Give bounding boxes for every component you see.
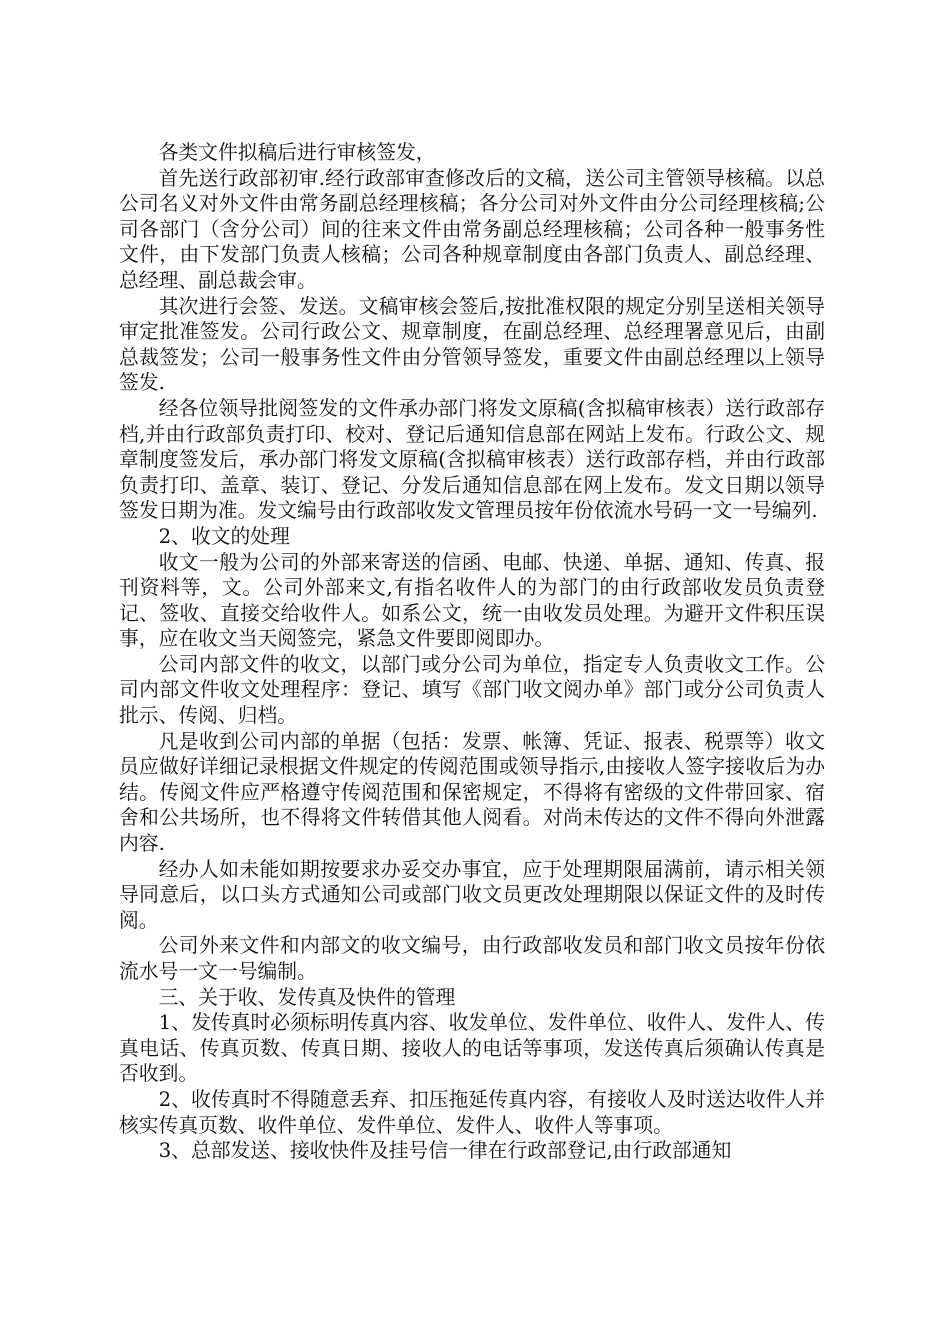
paragraph-express: 3、总部发送、接收快件及挂号信一律在行政部登记,由行政部通知 bbox=[158, 1139, 732, 1163]
paragraph-fax-receive: 2、收传真时不得随意丢弃、扣压拖延传真内容，有接收人及时送达收件人并核实传真页数、收件单位、发件单位、发件人、收件人等事项。 bbox=[119, 1087, 825, 1137]
paragraph-internal-documents: 凡是收到公司内部的单据（包括：发票、帐簿、凭证、报表、税票等）收文员应做好详细记录根据文件规定的传阅范围或领导指示,由接收人签字接收后为办结。传阅文件应严格遵守传阅范围和保密规定，不得将有密级的文件带回家、宿舍和公共场所，也不得将文件转借其他人阅看。对尚未传达的文件不得向外泄露内容. bbox=[119, 729, 825, 856]
paragraph-draft-review: 首先送行政部初审.经行政部审查修改后的文稿，送公司主管领导核稿。以总公司名义对外文件由常务副总经理核稿；各分公司对外文件由分公司经理核稿;公司各部门（含分公司）间的往来文件由常务副总经理核稿；公司各种一般事务性文件，由下发部门负责人核稿；公司各种规章制度由各部门负责人、副总经理、总经理、副总裁会审。 bbox=[119, 166, 825, 292]
paragraph-numbering: 公司外来文件和内部文的收文编号，由行政部收发员和部门收文员按年份依流水号一文一号编制。 bbox=[119, 934, 825, 983]
paragraph-archive: 经各位领导批阅签发的文件承办部门将发文原稿(含拟稿审核表）送行政部存档,并由行政部负责打印、校对、登记后通知信息部在网站上发布。行政公文、规章制度签发后，承办部门将发文原稿(含拟稿审核表）送行政部存档，并由行政部负责打印、盖章、装订、登记、分发后通知信息部在网上发布。发文日期以领导签发日期为准。发文编号由行政部收发文管理员按年份依流水号码一文一号编列. bbox=[119, 396, 825, 523]
paragraph-deadline: 经办人如未能如期按要求办妥交办事宜，应于处理期限届满前，请示相关领导同意后，以口头方式通知公司或部门收文员更改处理期限以保证文件的及时传阅。 bbox=[119, 857, 825, 932]
paragraph-countersign: 其次进行会签、发送。文稿审核会签后,按批准权限的规定分别呈送相关领导审定批准签发。公司行政公文、规章制度，在副总经理、总经理署意见后，由副总裁签发；公司一般事务性文件由分管领导签发，重要文件由副总经理以上领导签发. bbox=[119, 294, 825, 395]
paragraph-external-receipt: 收文一般为公司的外部来寄送的信函、电邮、快递、单据、通知、传真、报刊资料等，文。公司外部来文,有指名收件人的为部门的由行政部收发员负责登记、签收、直接交给收件人。如系公文，统一由收发员处理。为避开文件积压误事，应在收文当天阅签完，紧急文件要即阅即办。 bbox=[119, 550, 825, 651]
paragraph-intro: 各类文件拟稿后进行审核签发， bbox=[158, 141, 436, 164]
document-body bbox=[119, 140, 825, 1164]
section-heading-receiving: 2、收文的处理 bbox=[158, 524, 290, 548]
section-heading-fax: 三、关于收、发传真及快件的管理 bbox=[158, 985, 456, 1009]
paragraph-fax-send: 1、发传真时必须标明传真内容、收发单位、发件单位、收件人、发件人、传真电话、传真页数、传真日期、接收人的电话等事项，发送传真后须确认传真是否收到。 bbox=[119, 1011, 825, 1086]
paragraph-internal-receipt: 公司内部文件的收文，以部门或分公司为单位，指定专人负责收文工作。公司内部文件收文处理程序：登记、填写《部门收文阅办单》部门或分公司负责人批示、传阅、归档。 bbox=[119, 652, 825, 728]
